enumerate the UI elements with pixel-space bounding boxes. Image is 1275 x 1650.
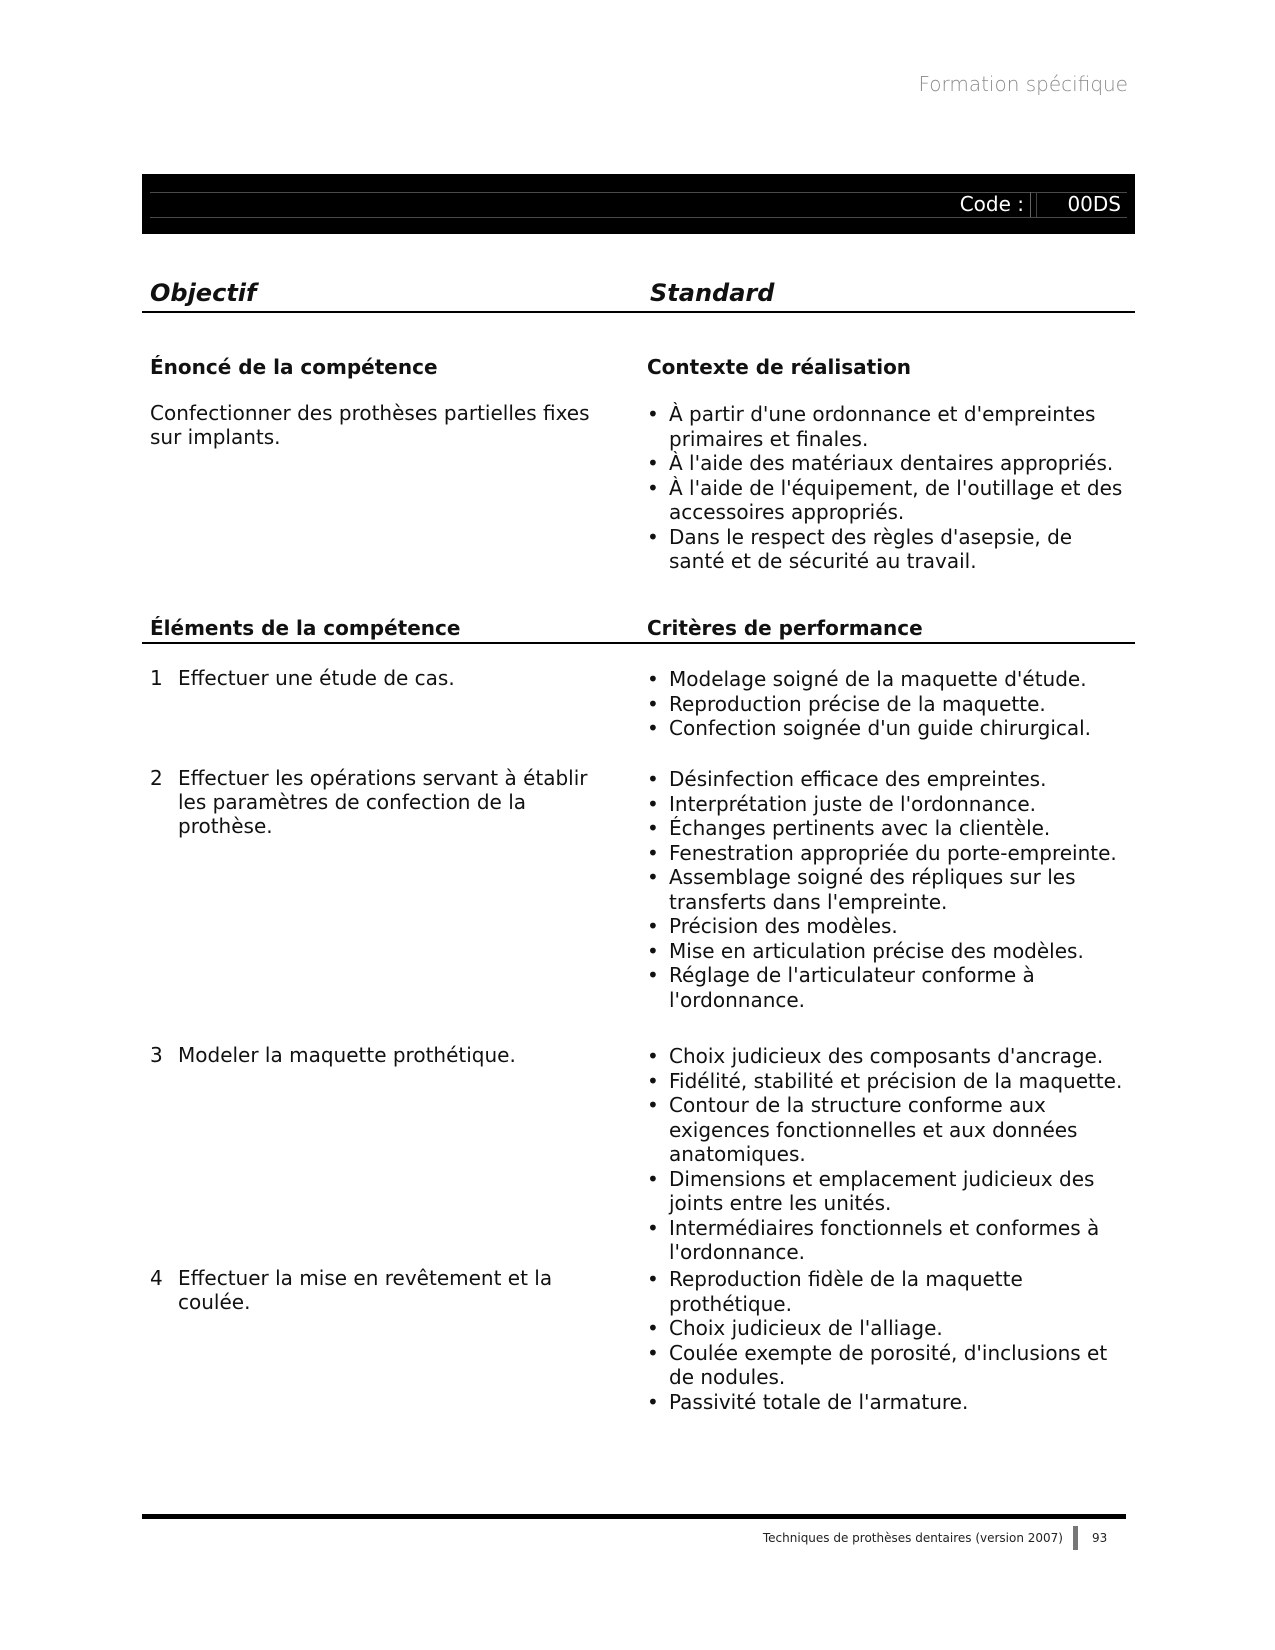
list-item: • À partir d'une ordonnance et d'empreintes primaires et finales. xyxy=(647,402,1096,451)
bullet-icon: • xyxy=(647,402,659,426)
list-item: • Contour de la structure conforme aux exigences fonctionnelles et aux données anatomiques. xyxy=(647,1093,1078,1166)
footer-title: Techniques de prothèses dentaires (version 2007) xyxy=(762,1531,1063,1545)
list-item: • Dimensions et emplacement judicieux des joints entre les unités. xyxy=(647,1166,1095,1215)
contexte-heading: Contexte de réalisation xyxy=(647,355,912,379)
bullet-icon: • xyxy=(647,963,659,987)
bullet-icon: • xyxy=(647,816,659,840)
list-item: • Choix judicieux des composants d'ancrage. xyxy=(647,1044,1104,1068)
bullet-icon: • xyxy=(647,1316,659,1340)
list-item: • Confection soignée d'un guide chirurgical. xyxy=(647,716,1092,740)
code-value: 00DS xyxy=(1036,192,1127,217)
list-item: • Assemblage soigné des répliques sur les transferts dans l'empreinte. xyxy=(647,865,1076,914)
bullet-icon: • xyxy=(647,524,659,549)
element-text: Effectuer une étude de cas. xyxy=(178,666,455,690)
bullet-icon: • xyxy=(647,451,659,475)
element-number: 3 xyxy=(150,1043,163,1067)
bullet-icon: • xyxy=(647,767,659,791)
bullet-icon: • xyxy=(647,914,659,938)
bullet-icon: • xyxy=(647,1215,659,1240)
element-4 xyxy=(150,1266,610,1314)
bullet-icon: • xyxy=(647,691,659,716)
list-item: • Reproduction fidèle de la maquette prothétique. xyxy=(647,1267,1023,1316)
objectif-title: Objectif xyxy=(150,279,257,307)
section-rule xyxy=(142,642,1135,644)
bullet-icon: • xyxy=(647,938,659,963)
list-item: • À l'aide des matériaux dentaires appropriés. xyxy=(647,451,1114,475)
criteria-list-3 xyxy=(647,1044,1132,1265)
bullet-icon: • xyxy=(647,791,659,816)
list-item: • Fidélité, stabilité et précision de la maquette. xyxy=(647,1068,1123,1093)
code-label: Code : xyxy=(960,192,1031,217)
element-number: 2 xyxy=(150,766,163,790)
criteres-heading: Critères de performance xyxy=(647,616,923,640)
bullet-icon: • xyxy=(647,865,659,889)
standard-title: Standard xyxy=(650,279,775,307)
list-item: • Fenestration appropriée du porte-empreinte. xyxy=(647,840,1117,865)
element-text: Effectuer les opérations servant à établir les paramètres de confection de la prothèse. xyxy=(178,766,588,838)
title-rule xyxy=(142,311,1135,313)
bullet-icon: • xyxy=(647,716,659,740)
list-item: • Intermédiaires fonctionnels et conformes à l'ordonnance. xyxy=(647,1215,1100,1264)
elements-heading: Éléments de la compétence xyxy=(150,616,461,640)
list-item: • Modelage soigné de la maquette d'étude. xyxy=(647,667,1087,691)
page-number: 93 xyxy=(1092,1531,1108,1545)
element-1 xyxy=(150,666,610,690)
element-text: Modeler la maquette prothétique. xyxy=(178,1043,516,1067)
list-item: • Précision des modèles. xyxy=(647,914,898,938)
code-band xyxy=(142,174,1135,234)
list-item: • À l'aide de l'équipement, de l'outillage et des accessoires appropriés. xyxy=(647,475,1123,524)
list-item: • Interprétation juste de l'ordonnance. xyxy=(647,791,1037,816)
element-number: 1 xyxy=(150,666,163,690)
code-band-rule-bottom xyxy=(150,217,1127,218)
criteria-list-2 xyxy=(647,767,1132,1012)
element-2 xyxy=(150,766,610,838)
list-item: • Mise en articulation précise des modèles. xyxy=(647,938,1084,963)
criteria-list-1 xyxy=(647,667,1132,741)
list-item: • Dans le respect des règles d'asepsie, de santé et de sécurité au travail. xyxy=(647,524,1073,573)
element-number: 4 xyxy=(150,1266,163,1290)
list-item: • Coulée exempte de porosité, d'inclusions et de nodules. xyxy=(647,1340,1108,1389)
bullet-icon: • xyxy=(647,840,659,865)
list-item: • Réglage de l'articulateur conforme à l'ordonnance. xyxy=(647,963,1035,1012)
bullet-icon: • xyxy=(647,1068,659,1093)
list-item: • Échanges pertinents avec la clientèle. xyxy=(647,816,1051,840)
list-item: • Reproduction précise de la maquette. xyxy=(647,691,1046,716)
bullet-icon: • xyxy=(647,1093,659,1117)
competence-heading: Énoncé de la compétence xyxy=(150,355,438,379)
running-header: Formation spécifique xyxy=(918,72,1128,96)
bullet-icon: • xyxy=(647,1389,659,1414)
bullet-icon: • xyxy=(647,475,659,500)
bullet-icon: • xyxy=(647,1267,659,1291)
footer-rule xyxy=(142,1514,1126,1519)
footer-separator xyxy=(1073,1526,1078,1550)
contexte-list xyxy=(647,402,1132,574)
list-item: • Passivité totale de l'armature. xyxy=(647,1389,969,1414)
list-item: • Désinfection efficace des empreintes. xyxy=(647,767,1047,791)
list-item: • Choix judicieux de l'alliage. xyxy=(647,1316,943,1340)
bullet-icon: • xyxy=(647,1166,659,1191)
bullet-icon: • xyxy=(647,1340,659,1365)
element-text: Effectuer la mise en revêtement et la coulée. xyxy=(178,1266,553,1314)
competence-text: Confectionner des prothèses partielles fixes sur implants. xyxy=(150,401,590,449)
bullet-icon: • xyxy=(647,667,659,691)
criteria-list-4 xyxy=(647,1267,1132,1414)
element-3 xyxy=(150,1043,610,1067)
bullet-icon: • xyxy=(647,1044,659,1068)
